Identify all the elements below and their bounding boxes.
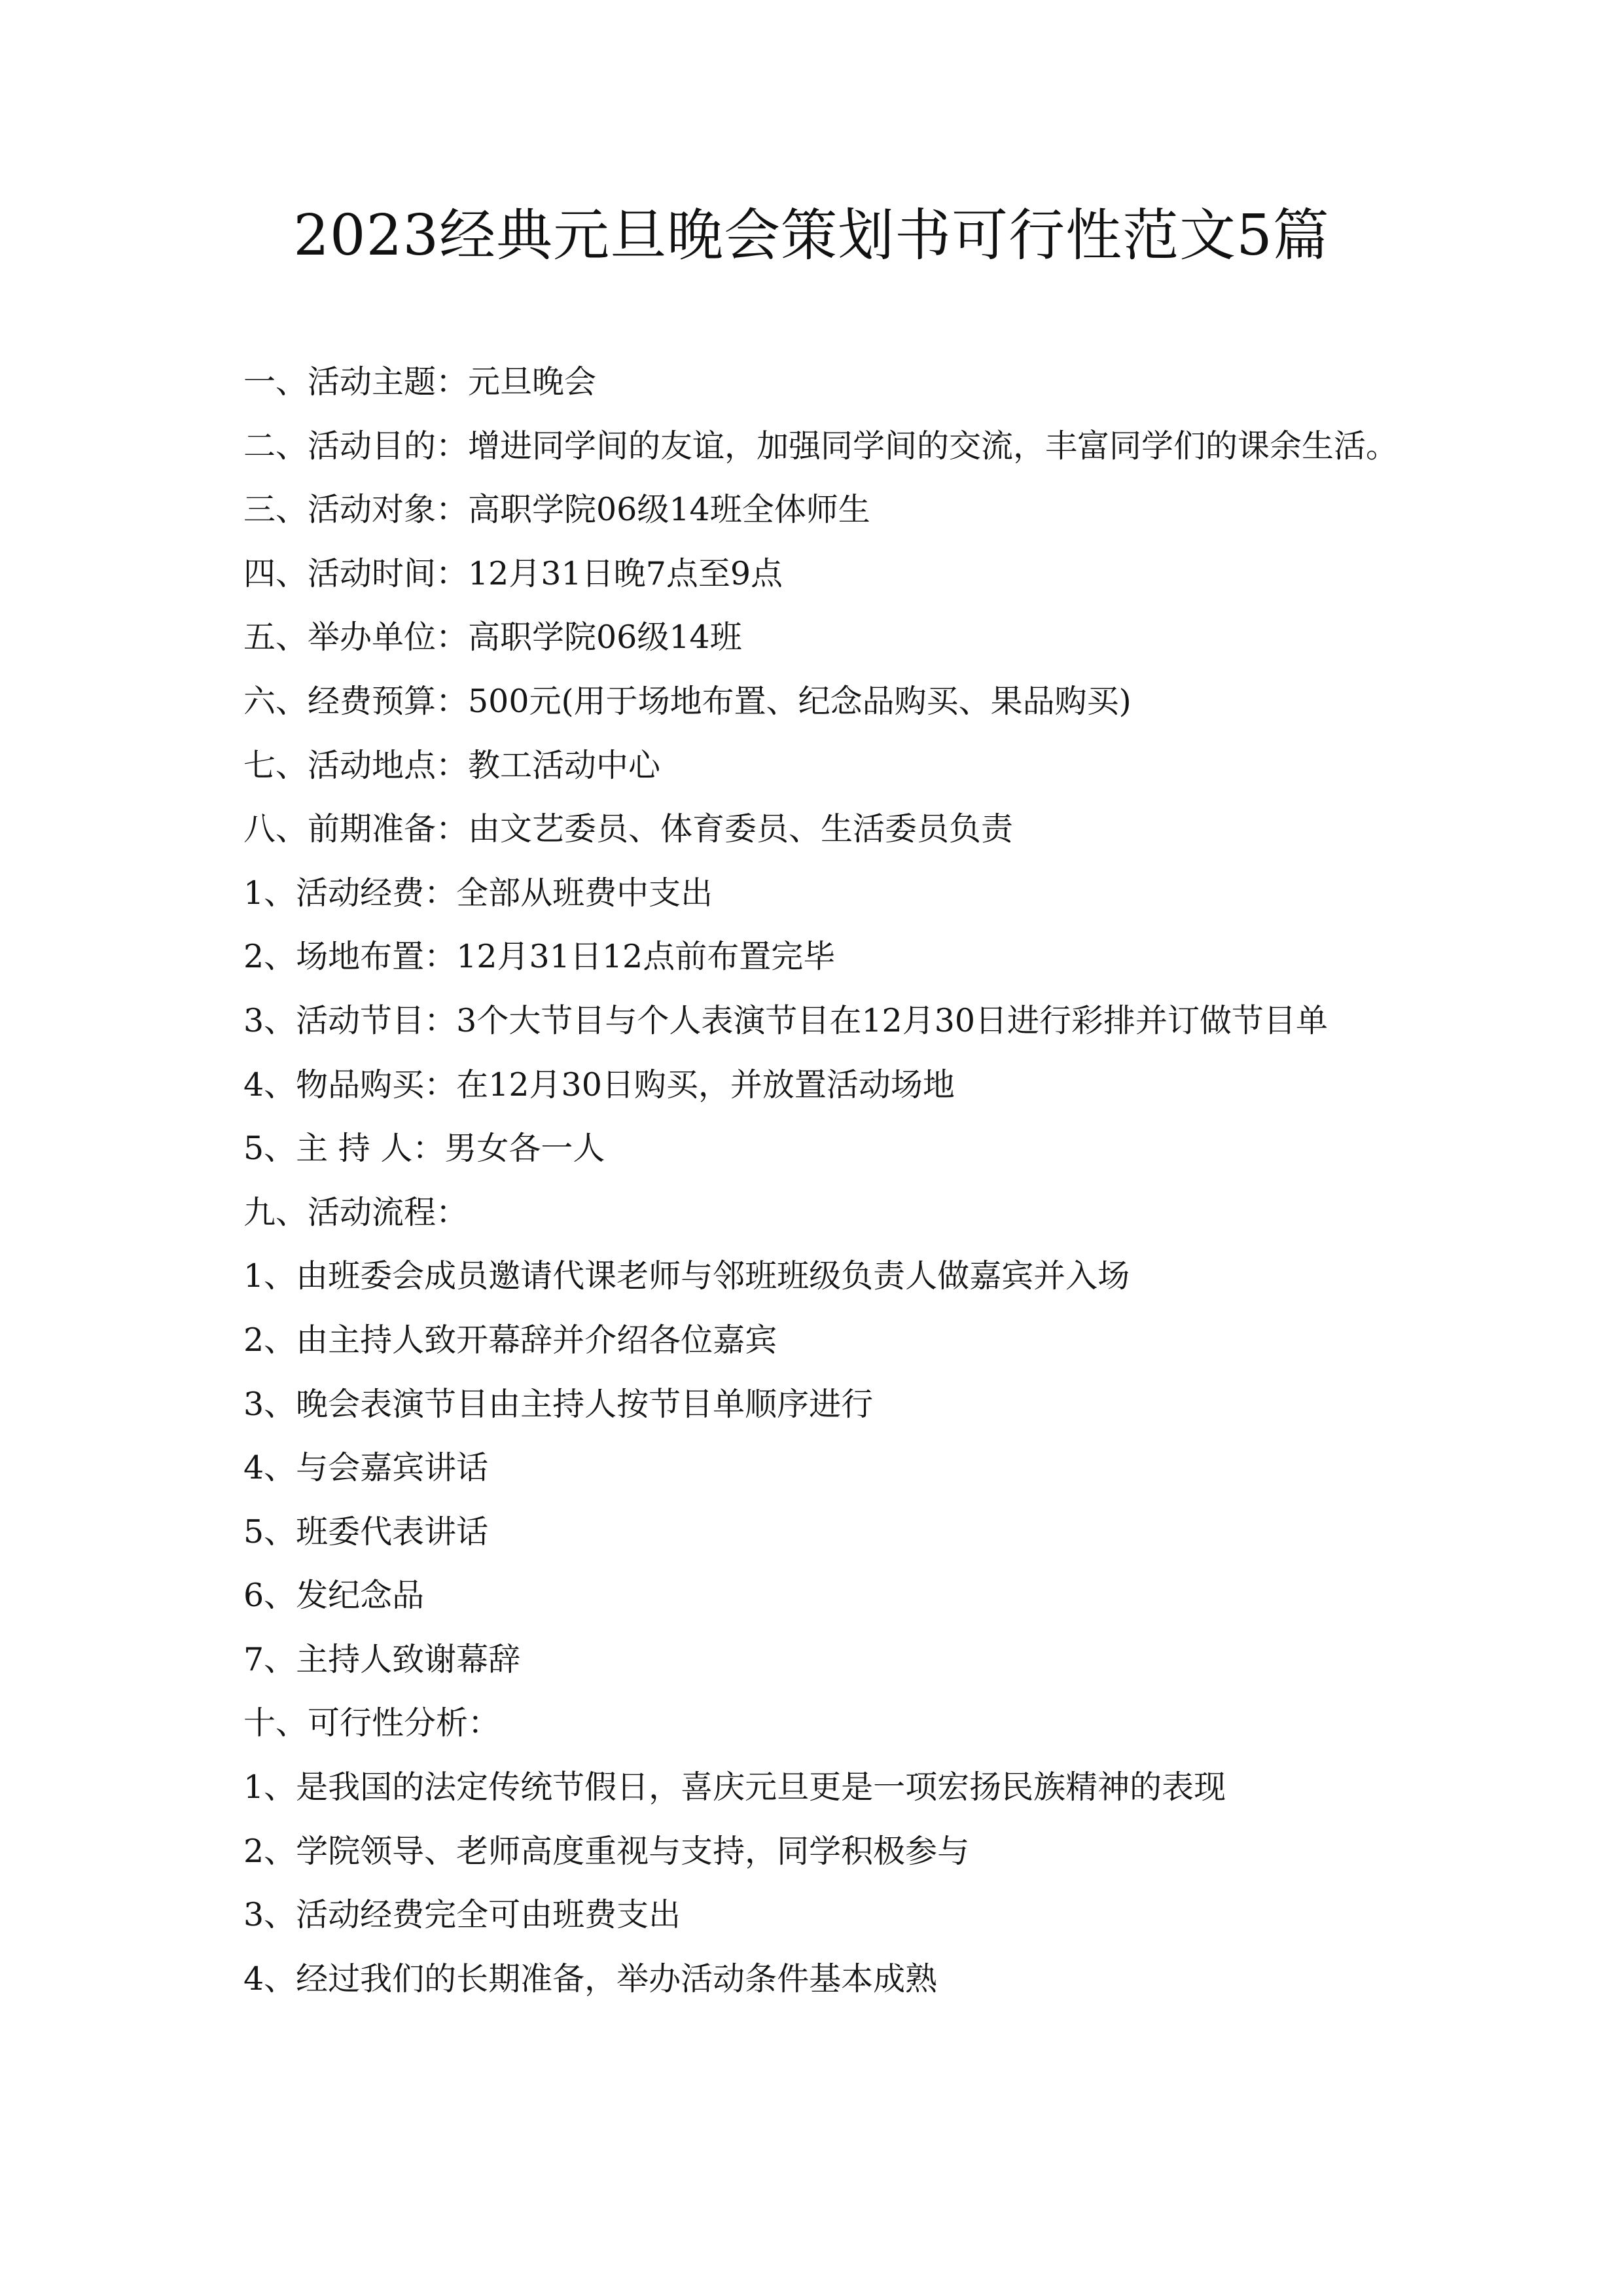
body-line: 3、活动节目：3个大节目与个人表演节目在12月30日进行彩排并订做节目单 — [243, 1001, 1329, 1039]
body-line: 九、活动流程： — [243, 1193, 469, 1231]
body-line: 一、活动主题：元旦晚会 — [243, 363, 597, 401]
body-line: 六、经费预算：500元(用于场地布置、纪念品购买、果品购买) — [243, 682, 1132, 720]
body-line: 7、主持人致谢幕辞 — [243, 1640, 521, 1678]
document-title: 2023经典元旦晚会策划书可行性范文5篇 — [293, 203, 1330, 268]
body-line: 1、活动经费：全部从班费中支出 — [243, 874, 713, 912]
body-line: 四、活动时间：12月31日晚7点至9点 — [243, 554, 783, 592]
body-line: 3、晚会表演节目由主持人按节目单顺序进行 — [243, 1385, 874, 1423]
body-line: 5、班委代表讲话 — [243, 1513, 489, 1551]
body-line: 5、主 持 人：男女各一人 — [243, 1130, 605, 1168]
body-line: 3、活动经费完全可由班费支出 — [243, 1896, 681, 1934]
body-line: 八、前期准备：由文艺委员、体育委员、生活委员负责 — [243, 810, 1014, 848]
document-body — [243, 350, 1487, 2011]
body-line: 五、举办单位：高职学院06级14班 — [243, 619, 742, 656]
body-line: 2、学院领导、老师高度重视与支持，同学积极参与 — [243, 1832, 970, 1870]
body-line: 2、场地布置：12月31日12点前布置完毕 — [243, 938, 836, 976]
body-line: 二、活动目的：增进同学间的友谊，加强同学间的交流，丰富同学们的课余生活。 — [243, 427, 1399, 465]
body-line: 三、活动对象：高职学院06级14班全体师生 — [243, 491, 870, 529]
body-line: 1、是我国的法定传统节假日，喜庆元旦更是一项宏扬民族精神的表现 — [243, 1768, 1226, 1806]
body-line: 2、由主持人致开幕辞并介绍各位嘉宾 — [243, 1321, 777, 1359]
body-line: 七、活动地点：教工活动中心 — [243, 746, 661, 784]
body-line: 6、发纪念品 — [243, 1577, 425, 1615]
body-line: 1、由班委会成员邀请代课老师与邻班班级负责人做嘉宾并入场 — [243, 1257, 1130, 1295]
body-line: 4、经过我们的长期准备，举办活动条件基本成熟 — [243, 1960, 938, 1998]
body-line: 十、可行性分析： — [243, 1704, 501, 1742]
body-line: 4、物品购买：在12月30日购买，并放置活动场地 — [243, 1066, 955, 1103]
body-line: 4、与会嘉宾讲话 — [243, 1449, 489, 1487]
